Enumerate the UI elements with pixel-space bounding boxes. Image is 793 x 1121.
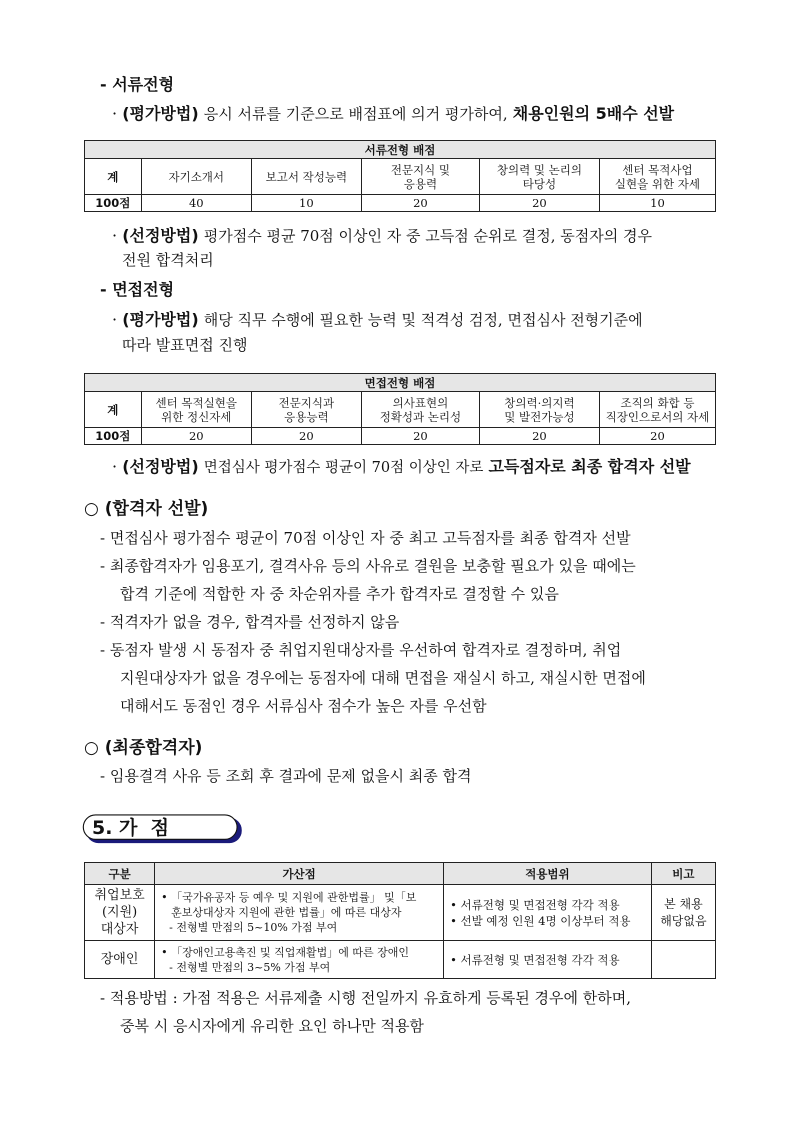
scope-cell: • 서류전형 및 면접전형 각각 적용 • 선발 예정 인원 4명 이상부터 적용	[444, 885, 652, 941]
pass-line: - 동점자 발생 시 동점자 중 취업지원대상자를 우선하여 합격자로 결정하며, 취업	[100, 641, 622, 659]
bonus-table	[84, 862, 716, 979]
total-label: 계	[85, 159, 142, 195]
pass-line: - 적격자가 없을 경우, 합격자를 선정하지 않음	[100, 613, 400, 631]
doc-review-method	[112, 104, 674, 124]
score-cell: 10	[251, 195, 361, 212]
method-label: (평가방법)	[122, 310, 199, 329]
bonus-footer: 중복 시 응시자에게 유리한 요인 하나만 적용함	[120, 1017, 424, 1035]
select-label: (선정방법)	[122, 226, 199, 245]
category-cell: 장애인	[85, 941, 155, 979]
score-cell: 10	[599, 195, 715, 212]
pass-line: - 면접심사 평가점수 평균이 70점 이상인 자 중 최고 고득점자를 최종 합격자 선발	[100, 529, 631, 547]
interview-heading: - 면접전형	[100, 280, 175, 299]
col-header: 센터 목적사업 실현을 위한 자세	[599, 159, 715, 195]
select-emphasis: 고득점자로 최종 합격자 선발	[488, 457, 691, 476]
col-header: 센터 목적실현을 위한 정신자세	[141, 392, 251, 428]
score-cell: 20	[361, 428, 479, 445]
col-header: 보고서 작성능력	[251, 159, 361, 195]
method-emphasis: 채용인원의 5배수 선발	[512, 104, 675, 123]
table-title: 서류전형 배점	[85, 141, 716, 159]
pass-line: 합격 기준에 적합한 자 중 차순위자를 추가 합격자로 결정할 수 있음	[120, 585, 559, 603]
col-header: 자기소개서	[141, 159, 251, 195]
table-title: 면접전형 배점	[85, 374, 716, 392]
col-header: 구분	[85, 863, 155, 885]
pass-line: - 최종합격자가 임용포기, 결격사유 등의 사유로 결원을 보충할 필요가 있을 때에는	[100, 557, 636, 575]
select-label: (선정방법)	[122, 457, 199, 476]
method-label: (평가방법)	[122, 104, 199, 123]
interview-method-cont: 따라 발표면접 진행	[122, 336, 248, 354]
doc-review-select: · (선정방법) 평가점수 평균 70점 이상인 자 중 고득점 순위로 결정, 동점자의 경우	[112, 226, 653, 245]
col-header: 비고	[651, 863, 715, 885]
doc-review-heading: - 서류전형	[100, 75, 175, 94]
score-cell: 20	[361, 195, 479, 212]
method-text: 응시 서류를 기준으로 배점표에 의거 평가하여,	[203, 105, 508, 123]
score-cell: 20	[141, 428, 251, 445]
interview-method: · (평가방법) 해당 직무 수행에 필요한 능력 및 적격성 검정, 면접심사 전형기준에	[112, 310, 643, 329]
category-cell: 취업보호 (지원) 대상자	[85, 885, 155, 941]
score-cell: 20	[599, 428, 715, 445]
method-text: 해당 직무 수행에 필요한 능력 및 적격성 검정, 면접심사 전형기준에	[203, 311, 643, 329]
col-header: 조직의 화합 등 직장인으로서의 자세	[599, 392, 715, 428]
points-cell: • 「장애인고용촉진 및 직업재활법」에 따른 장애인 - 전형별 만점의 3~5% 가점 부여	[155, 941, 444, 979]
col-header: 창의력 및 논리의 타당성	[479, 159, 599, 195]
col-header: 전문지식과 응용능력	[251, 392, 361, 428]
total-label: 계	[85, 392, 142, 428]
doc-review-score-table	[84, 140, 716, 212]
col-header: 의사표현의 정확성과 논리성	[361, 392, 479, 428]
select-text: 면접심사 평가점수 평균이 70점 이상인 자로	[203, 460, 484, 476]
total-value: 100점	[85, 428, 142, 445]
score-cell: 20	[479, 428, 599, 445]
doc-review-select-cont: 전원 합격처리	[122, 251, 214, 269]
col-header: 전문지식 및 응용력	[361, 159, 479, 195]
select-text: 평가점수 평균 70점 이상인 자 중 고득점 순위로 결정, 동점자의 경우	[203, 227, 653, 245]
pass-line: 지원대상자가 없을 경우에는 동점자에 대해 면접을 재실시 하고, 재실시한 면접에	[120, 669, 646, 687]
final-line: - 임용결격 사유 등 조회 후 결과에 문제 없을시 최종 합격	[100, 767, 472, 785]
col-header: 창의력·의지력 및 발전가능성	[479, 392, 599, 428]
points-cell: • 「국가유공자 등 예우 및 지원에 관한법률」 및「보 훈보상대상자 지원에 관한 법률」에 따른 대상자 - 전형별 만점의 5~10% 가점 부여	[155, 885, 444, 941]
section-title: 5. 가 점	[92, 817, 169, 839]
score-cell: 20	[479, 195, 599, 212]
scope-cell: • 서류전형 및 면접전형 각각 적용	[444, 941, 652, 979]
col-header: 적용범위	[444, 863, 652, 885]
pass-heading: ○ (합격자 선발)	[84, 499, 209, 519]
col-header: 가산점	[155, 863, 444, 885]
note-cell: 본 채용 해당없음	[651, 885, 715, 941]
interview-score-table	[84, 373, 716, 445]
pass-line: 대해서도 동점인 경우 서류심사 점수가 높은 자를 우선함	[120, 697, 487, 715]
final-heading: ○ (최종합격자)	[84, 738, 203, 758]
total-value: 100점	[85, 195, 142, 212]
interview-select: · (선정방법) 면접심사 평가점수 평균이 70점 이상인 자로 고득점자로 최종 합격자 선발	[112, 457, 691, 476]
note-cell	[651, 941, 715, 979]
bullet: ·	[112, 104, 118, 123]
bonus-footer: - 적용방법 : 가점 적용은 서류제출 시행 전일까지 유효하게 등록된 경우에 한하며,	[100, 989, 632, 1007]
score-cell: 40	[141, 195, 251, 212]
score-cell: 20	[251, 428, 361, 445]
